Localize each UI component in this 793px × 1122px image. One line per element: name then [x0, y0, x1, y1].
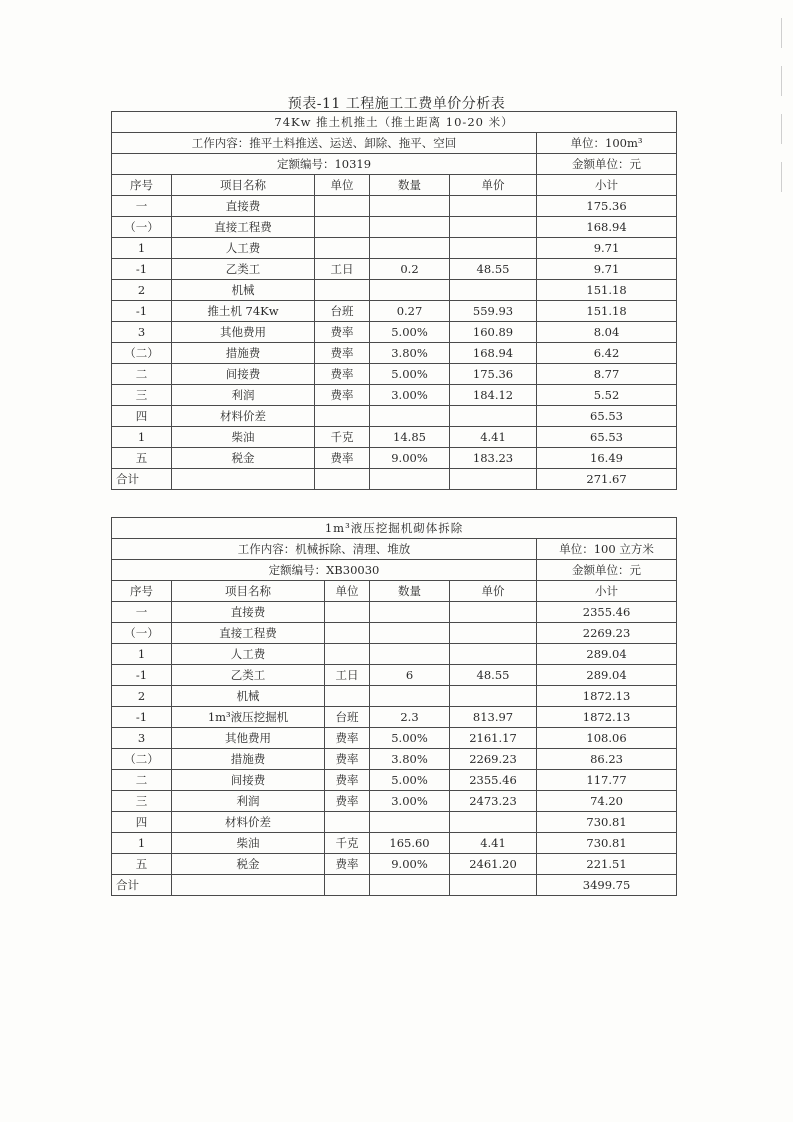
cell-unit: [325, 686, 370, 707]
cell-price: 813.97: [450, 707, 537, 728]
cell-price: [450, 623, 537, 644]
header-cell: 数量: [370, 581, 450, 602]
cell-subtotal: 117.77: [537, 770, 677, 791]
header-cell: 项目名称: [172, 581, 325, 602]
cell-qty: 165.60: [370, 833, 450, 854]
cell-price: [450, 644, 537, 665]
cell-seq: 四: [112, 406, 172, 427]
cell-unit: 台班: [315, 301, 370, 322]
cell-item: 乙类工: [172, 665, 325, 686]
cell-unit: 费率: [315, 364, 370, 385]
empty-cell: [370, 469, 450, 490]
cell-seq: （二）: [112, 749, 172, 770]
cell-qty: [370, 406, 450, 427]
cell-unit: 台班: [325, 707, 370, 728]
unit-label: 单位：100m³: [537, 133, 677, 154]
cell-qty: [370, 812, 450, 833]
cell-qty: 5.00%: [370, 322, 450, 343]
cell-seq: 三: [112, 791, 172, 812]
cell-unit: 千克: [315, 427, 370, 448]
cell-price: 183.23: [450, 448, 537, 469]
table-row: [112, 665, 677, 686]
cell-subtotal: 65.53: [537, 427, 677, 448]
header-cell: 项目名称: [172, 175, 315, 196]
cell-qty: [370, 238, 450, 259]
cell-item: 乙类工: [172, 259, 315, 280]
cell-unit: [315, 280, 370, 301]
cell-seq: -1: [112, 707, 172, 728]
cell-item: 推土机 74Kw: [172, 301, 315, 322]
cell-price: 2473.23: [450, 791, 537, 812]
table-row: [112, 602, 677, 623]
cell-subtotal: 151.18: [537, 301, 677, 322]
cell-seq: （一）: [112, 623, 172, 644]
cell-seq: 一: [112, 602, 172, 623]
cell-item: 柴油: [172, 427, 315, 448]
cell-price: 559.93: [450, 301, 537, 322]
empty-cell: [325, 875, 370, 896]
cell-subtotal: 730.81: [537, 812, 677, 833]
cell-price: [450, 238, 537, 259]
cell-item: 材料价差: [172, 406, 315, 427]
cell-qty: 3.00%: [370, 791, 450, 812]
empty-cell: [172, 469, 315, 490]
cell-subtotal: 2269.23: [537, 623, 677, 644]
table-row: [112, 217, 677, 238]
cell-qty: [370, 196, 450, 217]
cell-subtotal: 8.77: [537, 364, 677, 385]
cell-unit: 千克: [325, 833, 370, 854]
cell-unit: 费率: [325, 728, 370, 749]
header-cell: 序号: [112, 581, 172, 602]
empty-cell: [370, 875, 450, 896]
cell-item: 人工费: [172, 238, 315, 259]
table-row: [112, 686, 677, 707]
cell-qty: 3.00%: [370, 385, 450, 406]
cell-subtotal: 1872.13: [537, 707, 677, 728]
cell-item: 利润: [172, 385, 315, 406]
table-row: [112, 427, 677, 448]
table-row: [112, 854, 677, 875]
cell-seq: -1: [112, 259, 172, 280]
cell-subtotal: 168.94: [537, 217, 677, 238]
header-cell: 单价: [450, 175, 537, 196]
total-label: 合计: [112, 469, 172, 490]
cell-qty: 3.80%: [370, 343, 450, 364]
header-cell: 小计: [537, 581, 677, 602]
cell-price: 2161.17: [450, 728, 537, 749]
table-row: [112, 812, 677, 833]
amount-unit: 金额单位：元: [537, 154, 677, 175]
cell-price: 48.55: [450, 259, 537, 280]
quota-number: 定额编号：10319: [112, 154, 537, 175]
cell-seq: 3: [112, 322, 172, 343]
cell-price: 2269.23: [450, 749, 537, 770]
cell-subtotal: 2355.46: [537, 602, 677, 623]
cell-price: 184.12: [450, 385, 537, 406]
cell-price: [450, 602, 537, 623]
empty-cell: [172, 875, 325, 896]
cell-subtotal: 221.51: [537, 854, 677, 875]
cell-item: 直接工程费: [172, 623, 325, 644]
cell-seq: 五: [112, 448, 172, 469]
total-label: 合计: [112, 875, 172, 896]
cell-price: [450, 280, 537, 301]
scan-mark: [781, 18, 782, 48]
cell-price: [450, 812, 537, 833]
cell-seq: 1: [112, 238, 172, 259]
cell-seq: 2: [112, 686, 172, 707]
cell-unit: [315, 406, 370, 427]
cell-unit: 费率: [325, 770, 370, 791]
cell-subtotal: 6.42: [537, 343, 677, 364]
cell-item: 柴油: [172, 833, 325, 854]
table-row: [112, 301, 677, 322]
cell-qty: [370, 217, 450, 238]
header-cell: 单位: [325, 581, 370, 602]
cell-price: [450, 217, 537, 238]
table-row: [112, 259, 677, 280]
cell-item: 机械: [172, 280, 315, 301]
cell-item: 其他费用: [172, 728, 325, 749]
table-title: 74Kw 推土机推土（推土距离 10-20 米）: [112, 112, 677, 133]
amount-unit: 金额单位：元: [537, 560, 677, 581]
table-row: [112, 770, 677, 791]
cell-qty: 5.00%: [370, 364, 450, 385]
empty-cell: [450, 469, 537, 490]
total-value: 3499.75: [537, 875, 677, 896]
cell-qty: [370, 686, 450, 707]
cell-price: 175.36: [450, 364, 537, 385]
cell-price: 168.94: [450, 343, 537, 364]
cell-item: 人工费: [172, 644, 325, 665]
cell-unit: [315, 196, 370, 217]
scan-mark: [781, 114, 782, 144]
cell-item: 利润: [172, 791, 325, 812]
cell-subtotal: 16.49: [537, 448, 677, 469]
table-row: [112, 406, 677, 427]
cell-item: 直接费: [172, 196, 315, 217]
cell-item: 间接费: [172, 770, 325, 791]
cell-price: 2461.20: [450, 854, 537, 875]
cell-seq: 1: [112, 644, 172, 665]
quota-number: 定额编号：XB30030: [112, 560, 537, 581]
cell-subtotal: 108.06: [537, 728, 677, 749]
cell-price: [450, 196, 537, 217]
cell-unit: [315, 238, 370, 259]
cell-unit: 费率: [325, 854, 370, 875]
cell-unit: [315, 217, 370, 238]
cell-seq: -1: [112, 301, 172, 322]
cell-unit: 费率: [325, 791, 370, 812]
cell-item: 直接工程费: [172, 217, 315, 238]
table-row: [112, 728, 677, 749]
table-row: [112, 196, 677, 217]
cell-subtotal: 74.20: [537, 791, 677, 812]
table-row: [112, 791, 677, 812]
cell-item: 直接费: [172, 602, 325, 623]
scan-mark: [781, 66, 782, 96]
table-row: [112, 623, 677, 644]
cell-qty: 9.00%: [370, 448, 450, 469]
table-row: [112, 364, 677, 385]
cell-subtotal: 86.23: [537, 749, 677, 770]
cell-qty: [370, 280, 450, 301]
cell-item: 税金: [172, 854, 325, 875]
total-row: [112, 875, 677, 896]
header-cell: 数量: [370, 175, 450, 196]
cell-price: [450, 686, 537, 707]
cell-unit: [325, 623, 370, 644]
cell-subtotal: 175.36: [537, 196, 677, 217]
header-cell: 单价: [450, 581, 537, 602]
cell-unit: [325, 644, 370, 665]
cell-qty: 2.3: [370, 707, 450, 728]
header-row: [112, 581, 677, 602]
cell-seq: 三: [112, 385, 172, 406]
table-row: [112, 707, 677, 728]
cell-item: 材料价差: [172, 812, 325, 833]
work-content: 工作内容：机械拆除、清理、堆放: [112, 539, 537, 560]
table-row: [112, 322, 677, 343]
unit-price-table-bulldozer: [111, 111, 677, 490]
cell-item: 间接费: [172, 364, 315, 385]
cell-subtotal: 9.71: [537, 238, 677, 259]
unit-price-table-excavator: [111, 517, 677, 896]
cell-qty: 9.00%: [370, 854, 450, 875]
cell-seq: 一: [112, 196, 172, 217]
cell-seq: 二: [112, 770, 172, 791]
cell-qty: 5.00%: [370, 770, 450, 791]
cell-subtotal: 1872.13: [537, 686, 677, 707]
cell-subtotal: 9.71: [537, 259, 677, 280]
total-row: [112, 469, 677, 490]
cell-price: 2355.46: [450, 770, 537, 791]
cell-unit: 费率: [315, 385, 370, 406]
cell-qty: 3.80%: [370, 749, 450, 770]
table-row: [112, 343, 677, 364]
page-title: 预表-11 工程施工工费单价分析表: [287, 96, 506, 112]
table-title: 1m³液压挖掘机砌体拆除: [112, 518, 677, 539]
table-row: [112, 749, 677, 770]
cell-subtotal: 151.18: [537, 280, 677, 301]
cell-seq: 四: [112, 812, 172, 833]
cell-item: 措施费: [172, 343, 315, 364]
cell-qty: 0.27: [370, 301, 450, 322]
cell-unit: 工日: [325, 665, 370, 686]
empty-cell: [450, 875, 537, 896]
total-value: 271.67: [537, 469, 677, 490]
header-row: [112, 175, 677, 196]
cell-qty: [370, 644, 450, 665]
cell-seq: 1: [112, 427, 172, 448]
cell-item: 1m³液压挖掘机: [172, 707, 325, 728]
cell-seq: 3: [112, 728, 172, 749]
cell-seq: 二: [112, 364, 172, 385]
scan-mark: [781, 162, 782, 192]
cell-seq: （一）: [112, 217, 172, 238]
table-row: [112, 385, 677, 406]
header-cell: 小计: [537, 175, 677, 196]
cell-qty: [370, 623, 450, 644]
header-cell: 单位: [315, 175, 370, 196]
cell-unit: 费率: [325, 749, 370, 770]
cell-subtotal: 5.52: [537, 385, 677, 406]
cell-unit: 费率: [315, 322, 370, 343]
cell-seq: （二）: [112, 343, 172, 364]
table-row: [112, 644, 677, 665]
cell-price: 48.55: [450, 665, 537, 686]
table-row: [112, 238, 677, 259]
cell-qty: 0.2: [370, 259, 450, 280]
cell-unit: 费率: [315, 343, 370, 364]
cell-qty: [370, 602, 450, 623]
cell-qty: 6: [370, 665, 450, 686]
cell-subtotal: 65.53: [537, 406, 677, 427]
cell-unit: 费率: [315, 448, 370, 469]
cell-unit: 工日: [315, 259, 370, 280]
table-row: [112, 448, 677, 469]
work-content: 工作内容：推平土料推送、运送、卸除、拖平、空回: [112, 133, 537, 154]
cell-subtotal: 289.04: [537, 644, 677, 665]
cell-item: 税金: [172, 448, 315, 469]
cell-qty: 5.00%: [370, 728, 450, 749]
cell-price: [450, 406, 537, 427]
cell-price: 4.41: [450, 427, 537, 448]
empty-cell: [315, 469, 370, 490]
cell-price: 4.41: [450, 833, 537, 854]
cell-subtotal: 289.04: [537, 665, 677, 686]
cell-seq: -1: [112, 665, 172, 686]
table-row: [112, 833, 677, 854]
table-row: [112, 280, 677, 301]
cell-seq: 1: [112, 833, 172, 854]
unit-label: 单位：100 立方米: [537, 539, 677, 560]
cell-seq: 2: [112, 280, 172, 301]
cell-unit: [325, 602, 370, 623]
cell-subtotal: 8.04: [537, 322, 677, 343]
scan-edge-marks: [773, 0, 787, 300]
cell-item: 其他费用: [172, 322, 315, 343]
cell-item: 机械: [172, 686, 325, 707]
cell-item: 措施费: [172, 749, 325, 770]
cell-seq: 五: [112, 854, 172, 875]
header-cell: 序号: [112, 175, 172, 196]
cell-qty: 14.85: [370, 427, 450, 448]
cell-unit: [325, 812, 370, 833]
cell-price: 160.89: [450, 322, 537, 343]
cell-subtotal: 730.81: [537, 833, 677, 854]
